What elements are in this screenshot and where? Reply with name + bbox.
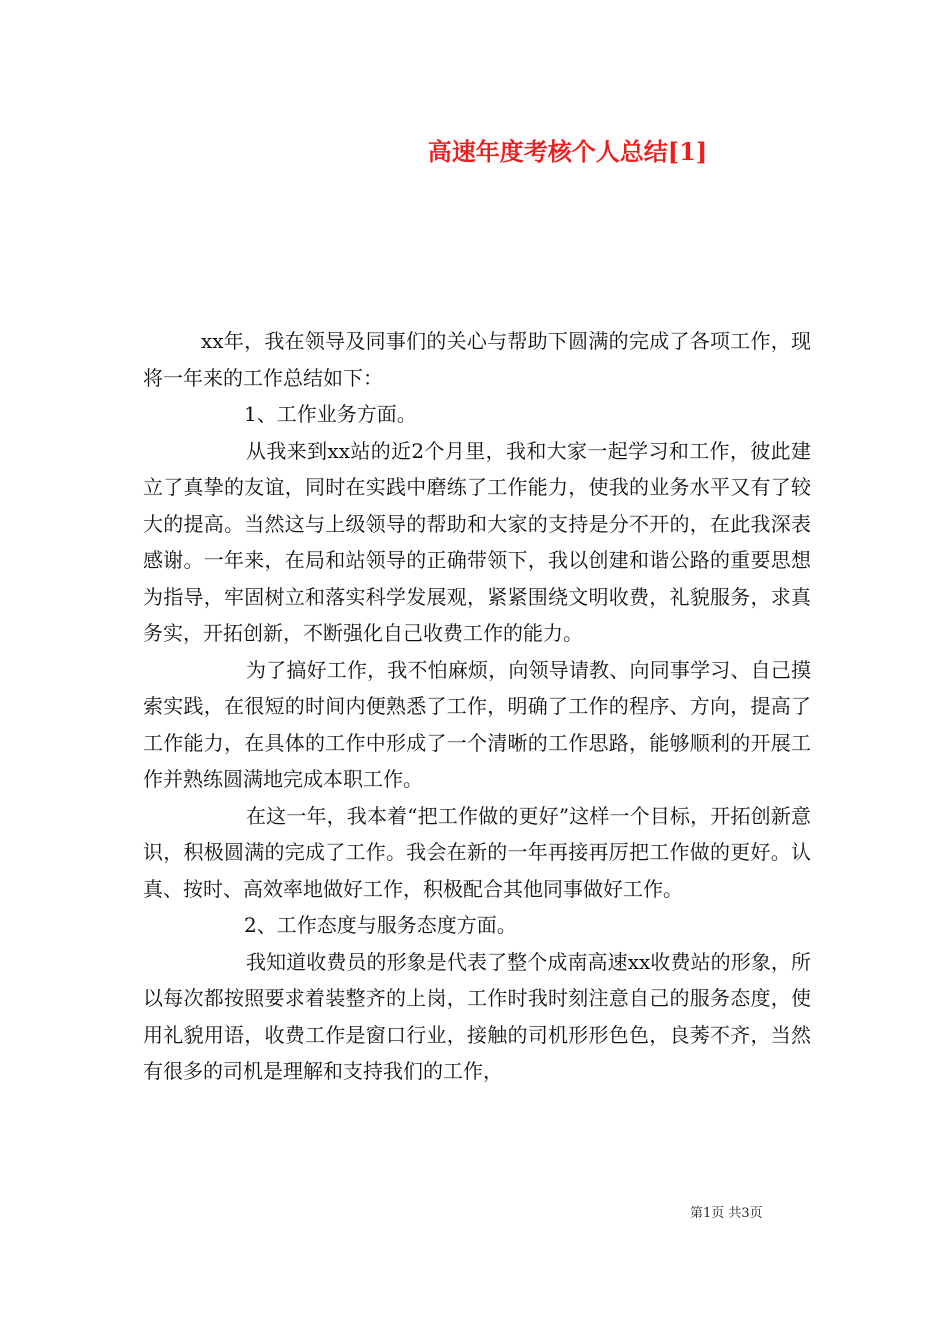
- section-heading-attitude: 2、工作态度与服务态度方面。: [244, 913, 517, 937]
- paragraph-attitude: 我知道收费员的形象是代表了整个成南高速xx收费站的形象，所以每次都按照要求着装整齐的上岗，工作时我时刻注意自己的服务态度，使用礼貌用语，收费工作是窗口行业，接触的司机形形色色，良莠不齐，当然有很多的司机是理解和支持我们的工作，: [143, 949, 811, 1083]
- document-body: [143, 323, 811, 1090]
- paragraph-learning: 为了搞好工作，我不怕麻烦，向领导请教、向同事学习、自己摸索实践，在很短的时间内便熟悉了工作，明确了工作的程序、方向，提高了工作能力，在具体的工作中形成了一个清晰的工作思路，能够顺利的开展工作并熟练圆满地完成本职工作。: [143, 657, 811, 791]
- section-heading-work-business: 1、工作业务方面。: [244, 402, 417, 426]
- page-number-footer: 第1页 共3页: [690, 1206, 763, 1221]
- paragraph-intro: xx年，我在领导及同事们的关心与帮助下圆满的完成了各项工作，现将一年来的工作总结如下：: [143, 329, 811, 390]
- paragraph-work-business: 从我来到xx站的近2个月里，我和大家一起学习和工作，彼此建立了真挚的友谊，同时在实践中磨练了工作能力，使我的业务水平又有了较大的提高。当然这与上级领导的帮助和大家的支持是分不开的，在此我深表感谢。一年来，在局和站领导的正确带领下，我以创建和谐公路的重要思想为指导，牢固树立和落实科学发展观，紧紧围绕文明收费，礼貌服务，求真务实，开拓创新，不断强化自己收费工作的能力。: [143, 438, 811, 645]
- paragraph-goals: 在这一年，我本着“把工作做的更好”这样一个目标，开拓创新意识，积极圆满的完成了工作。我会在新的一年再接再厉把工作做的更好。认真、按时、高效率地做好工作，积极配合其他同事做好工作。: [143, 803, 811, 901]
- document-title: 高速年度考核个人总结[1]: [427, 137, 708, 166]
